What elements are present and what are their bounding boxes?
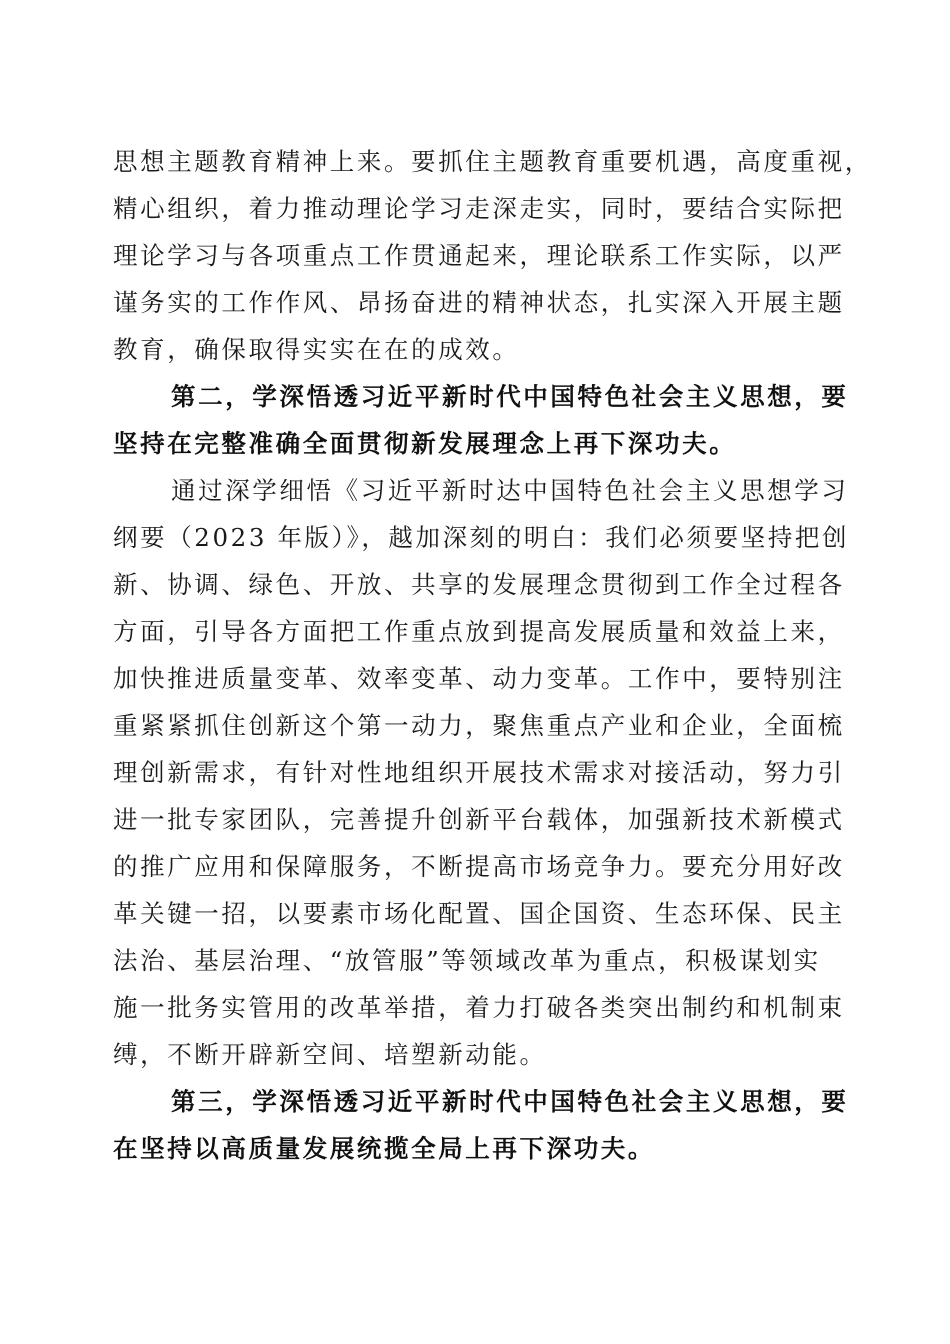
document-body xyxy=(113,138,872,1172)
text-line: 思想主题教育精神上来。要抓住主题教育重要机遇，高度重视， xyxy=(113,147,872,176)
text-line: 新、协调、绿色、开放、共享的发展理念贯彻到工作全过程各 xyxy=(113,570,845,599)
text-line: 施一批务实管用的改革举措，着力打破各类突出制约和机制束 xyxy=(113,993,845,1022)
text-line: 理论学习与各项重点工作贯通起来，理论联系工作实际，以严 xyxy=(113,241,845,270)
text-line: 通过深学细悟《习近平新时达中国特色社会主义思想学习 xyxy=(171,476,849,505)
text-line: 的推广应用和保障服务，不断提高市场竞争力。要充分用好改 xyxy=(113,852,845,881)
heading-line: 第三，学深悟透习近平新时代中国特色社会主义思想，要 xyxy=(171,1087,849,1116)
heading-line: 在坚持以高质量发展统揽全局上再下深功夫。 xyxy=(113,1134,655,1163)
text-line: 进一批专家团队，完善提升创新平台载体，加强新技术新模式 xyxy=(113,805,845,834)
text-line: 谨务实的工作作风、昂扬奋进的精神状态，扎实深入开展主题 xyxy=(113,288,845,317)
section-heading-3 xyxy=(113,1078,849,1172)
text-line: 重紧紧抓住创新这个第一动力，聚焦重点产业和企业，全面梳 xyxy=(113,711,845,740)
text-line: 教育，确保取得实实在在的成效。 xyxy=(113,335,520,364)
paragraph-1 xyxy=(113,138,872,373)
text-line: 革关键一招，以要素市场化配置、国企国资、生态环保、民主 xyxy=(113,899,845,928)
text-line: 纲要（2023 年版）》，越加深刻的明白：我们必须要坚持把创 xyxy=(113,523,850,552)
heading-line: 坚持在完整准确全面贯彻新发展理念上再下深功夫。 xyxy=(113,429,737,458)
paragraph-3 xyxy=(113,467,850,1078)
text-line: 精心组织，着力推动理论学习走深走实，同时，要结合实际把 xyxy=(113,194,845,223)
section-heading-2 xyxy=(113,373,849,467)
heading-line: 第二，学深悟透习近平新时代中国特色社会主义思想，要 xyxy=(171,382,849,411)
text-line: 加快推进质量变革、效率变革、动力变革。工作中，要特别注 xyxy=(113,664,845,693)
text-line: 法治、基层治理、“放管服”等领域改革为重点，积极谋划实 xyxy=(113,946,821,975)
text-line: 方面，引导各方面把工作重点放到提高发展质量和效益上来， xyxy=(113,617,845,646)
text-line: 理创新需求，有针对性地组织开展技术需求对接活动，努力引 xyxy=(113,758,845,787)
text-line: 缚，不断开辟新空间、培塑新动能。 xyxy=(113,1040,547,1069)
